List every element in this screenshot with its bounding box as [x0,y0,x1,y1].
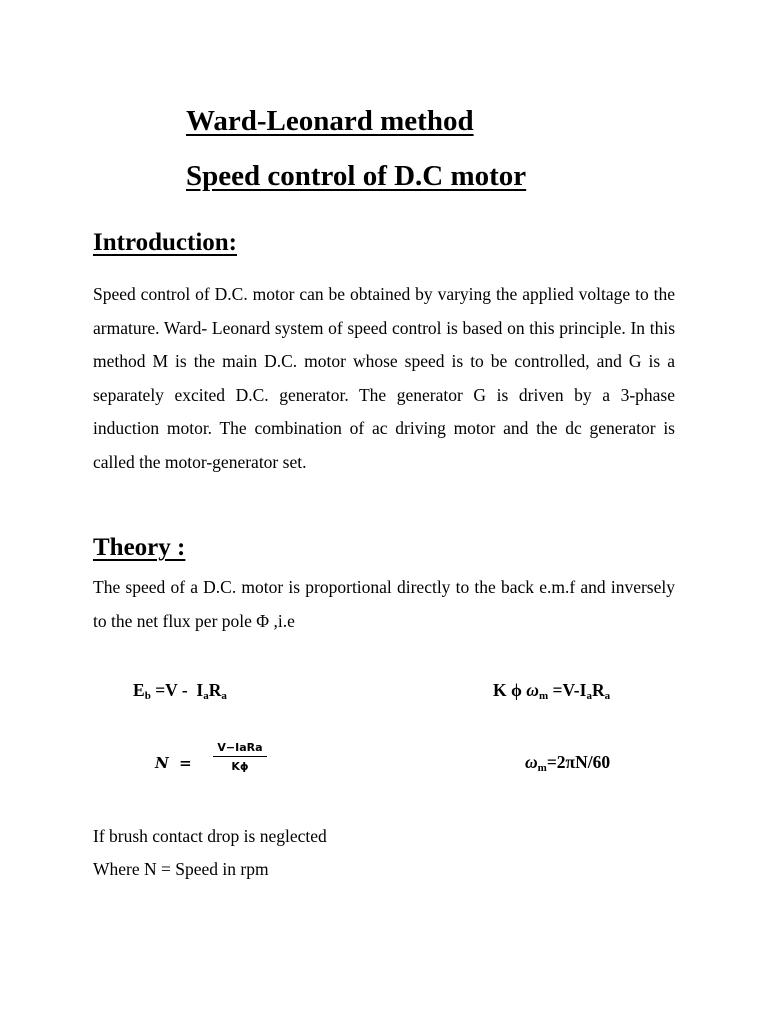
eq3-fraction [213,742,267,772]
eq4-rest: =2πN/60 [546,752,611,772]
eq2-rest: =V-I [548,680,587,700]
eq3-lhs: N = [155,754,192,772]
eq1-e: E [133,680,145,700]
eq1-sub-a2: a [221,690,227,702]
back-emf-equation [133,682,227,702]
eq4-omega: ω [525,752,538,772]
document-subtitle: Speed control of D.C motor [186,160,527,192]
note-speed-definition: Where N = Speed in rpm [93,859,269,879]
eq1-sub-b: b [144,690,151,702]
eq2-sub-a2: a [604,690,611,702]
theory-heading: Theory : [93,534,186,561]
eq2-sub-m: m [538,690,549,702]
eq2-r: R [591,680,605,700]
eq1-r: R [208,680,222,700]
note-brush-drop: If brush contact drop is neglected [93,826,327,846]
eq2-omega: ω [526,680,539,700]
angular-speed-equation [525,754,610,774]
introduction-heading: Introduction: [93,229,238,256]
eq3-numerator: V−IaRa [213,742,267,757]
eq2-sub-a1: a [586,690,592,702]
eq1-sub-a1: a [203,690,209,702]
document-title: Ward-Leonard method [186,105,474,137]
speed-fraction-equation [155,742,285,782]
eq1-rest: =V - I [150,680,204,700]
introduction-paragraph: Speed control of D.C. motor can be obtained by varying the applied voltage to the armature. Ward- Leonard system of speed control is based on this principle. In this method M is the main D.C. motor whose speed is to be controlled, and G is a separately excited D.C. generator. The generator G is driven by a 3-phase induction motor. The combination of ac driving motor and the dc generator is called the motor-generator set. [93,284,675,472]
eq3-denominator: Kϕ [231,760,249,773]
eq4-sub-m: m [537,762,547,774]
eq2-k-phi: K ϕ [493,680,527,700]
theory-paragraph: The speed of a D.C. motor is proportional directly to the back e.m.f and inversely to the net flux per pole Φ ,i.e [93,577,675,631]
torque-speed-equation [493,682,610,702]
